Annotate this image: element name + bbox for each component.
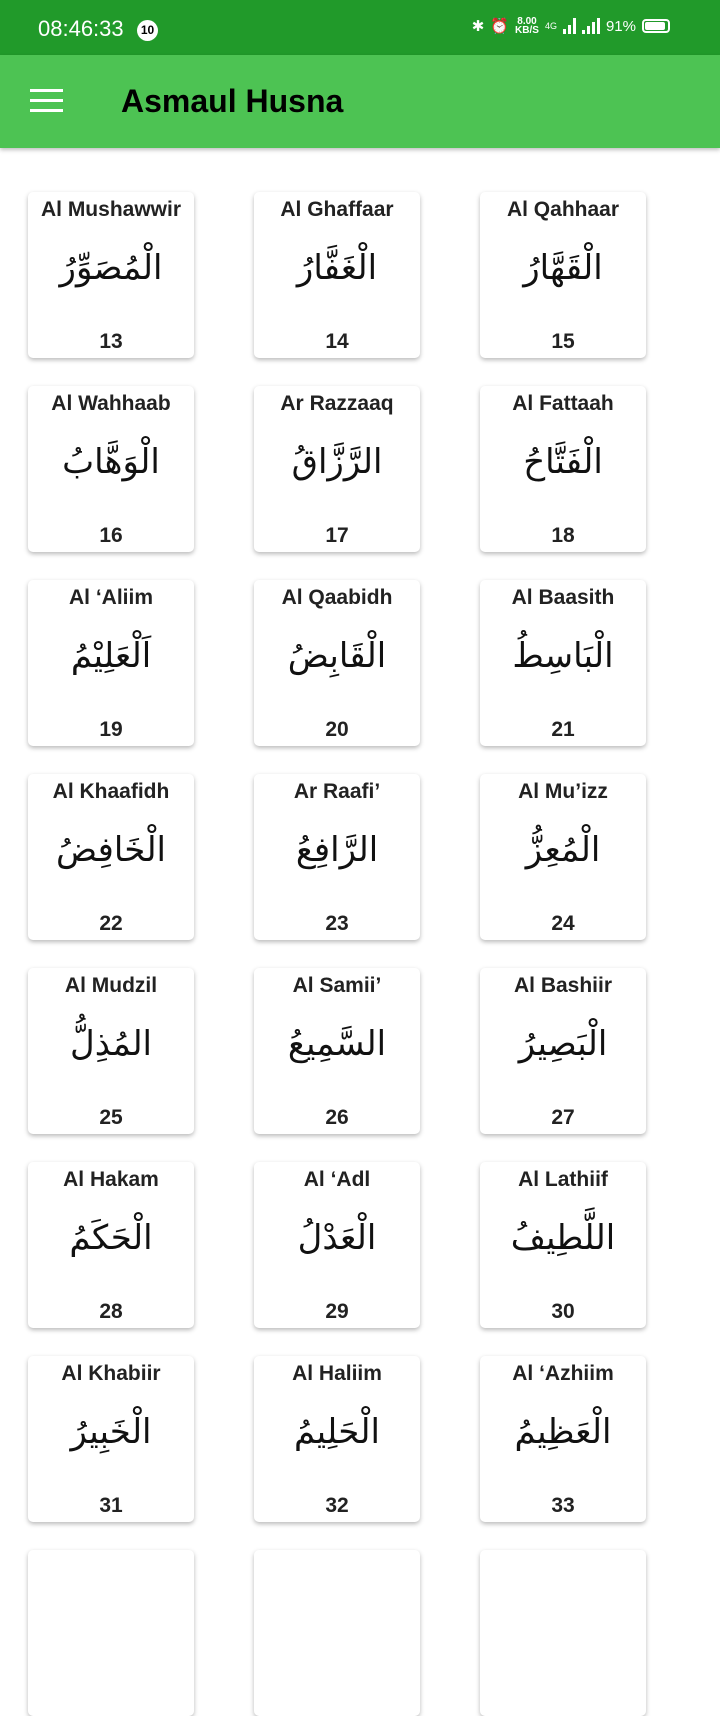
name-arabic: الْفَتَّاحُ xyxy=(523,442,603,482)
name-number: 33 xyxy=(551,1494,575,1517)
name-number: 14 xyxy=(325,330,349,353)
name-number: 26 xyxy=(325,1106,349,1129)
name-card-partial[interactable] xyxy=(480,1550,646,1716)
speed-unit: KB/S xyxy=(515,25,539,36)
name-card[interactable] xyxy=(480,580,646,746)
name-arabic: الْقَهَّارُ xyxy=(523,248,603,288)
network-type: 4G xyxy=(544,21,557,31)
name-arabic: الْوَهَّابُ xyxy=(62,442,160,482)
name-latin: Al Khabiir xyxy=(61,1362,161,1385)
name-card[interactable] xyxy=(254,968,420,1134)
name-number: 27 xyxy=(551,1106,575,1129)
name-card[interactable] xyxy=(28,386,194,552)
name-number: 31 xyxy=(99,1494,123,1517)
name-latin: Al Qaabidh xyxy=(281,586,393,609)
name-card[interactable] xyxy=(480,386,646,552)
alarm-icon: ⏰ xyxy=(490,18,510,35)
name-arabic: المُذِلُّ xyxy=(69,1024,152,1064)
name-arabic: الْعَدْلُ xyxy=(297,1218,377,1258)
name-arabic: الْقَابِضُ xyxy=(287,636,387,676)
name-latin: Ar Raafi’ xyxy=(293,780,381,803)
name-number: 28 xyxy=(99,1300,123,1323)
name-number: 29 xyxy=(325,1300,349,1323)
name-card[interactable] xyxy=(28,968,194,1134)
clock: 08:46:33 xyxy=(38,16,124,41)
name-card[interactable] xyxy=(480,1162,646,1328)
name-arabic: الْمُصَوِّرُ xyxy=(59,248,163,288)
name-card[interactable] xyxy=(254,774,420,940)
name-latin: Al Ghaffaar xyxy=(280,198,394,221)
name-arabic: اللَّطِيفُ xyxy=(510,1218,616,1258)
name-number: 16 xyxy=(99,524,123,547)
name-latin: Al ‘Azhiim xyxy=(512,1362,614,1385)
name-arabic: الْبَصِيرُ xyxy=(518,1024,608,1064)
name-number: 13 xyxy=(99,330,123,353)
name-arabic: الْحَكَمُ xyxy=(69,1218,153,1258)
name-arabic: الْخَافِضُ xyxy=(55,830,167,870)
name-number: 30 xyxy=(551,1300,575,1323)
name-latin: Al Mushawwir xyxy=(40,198,182,221)
name-card[interactable] xyxy=(254,1162,420,1328)
name-number: 19 xyxy=(99,718,123,741)
name-arabic: الْبَاسِطُ xyxy=(512,636,614,676)
name-card[interactable] xyxy=(28,192,194,358)
name-latin: Al Samii’ xyxy=(292,974,382,997)
name-arabic: الرَّافِعُ xyxy=(295,830,379,870)
name-arabic: الْغَفَّارُ xyxy=(296,248,378,288)
name-arabic: الْحَلِيمُ xyxy=(294,1412,380,1452)
name-number: 25 xyxy=(99,1106,123,1129)
name-arabic: اَلْعَلِيْمُ xyxy=(70,636,152,676)
name-card[interactable] xyxy=(480,968,646,1134)
name-number: 15 xyxy=(551,330,575,353)
name-number: 17 xyxy=(325,524,349,547)
name-card[interactable] xyxy=(254,1356,420,1522)
name-card[interactable] xyxy=(254,580,420,746)
name-arabic: الْعَظِيمُ xyxy=(514,1412,612,1452)
name-arabic: السَّمِيعُ xyxy=(287,1024,387,1064)
name-card[interactable] xyxy=(480,1356,646,1522)
name-card[interactable] xyxy=(480,192,646,358)
menu-icon[interactable] xyxy=(30,89,63,113)
name-latin: Al Lathiif xyxy=(518,1168,608,1191)
name-number: 18 xyxy=(551,524,575,547)
name-card[interactable] xyxy=(254,192,420,358)
page-title: Asmaul Husna xyxy=(121,83,344,119)
name-latin: Al Khaafidh xyxy=(52,780,170,803)
name-latin: Al Hakam xyxy=(63,1168,159,1191)
name-card-partial[interactable] xyxy=(254,1550,420,1716)
name-latin: Al ‘Aliim xyxy=(68,586,153,609)
name-number: 20 xyxy=(325,718,349,741)
name-latin: Al Wahhaab xyxy=(51,392,171,415)
name-card[interactable] xyxy=(28,1162,194,1328)
name-latin: Al Mudzil xyxy=(64,974,158,997)
name-latin: Ar Razzaaq xyxy=(280,392,394,415)
name-arabic: الْمُعِزُّ xyxy=(525,830,601,870)
name-latin: Al Baasith xyxy=(511,586,615,609)
name-arabic: الْخَبِيرُ xyxy=(70,1412,152,1452)
name-card[interactable] xyxy=(28,580,194,746)
name-card[interactable] xyxy=(254,386,420,552)
name-number: 32 xyxy=(325,1494,349,1517)
name-latin: Al Haliim xyxy=(292,1362,382,1385)
name-latin: Al Mu’izz xyxy=(518,780,608,803)
name-card[interactable] xyxy=(28,1356,194,1522)
name-number: 22 xyxy=(99,912,123,935)
bluetooth-icon: ✱ xyxy=(471,18,485,35)
name-arabic: الرَّزَّاقُ xyxy=(291,442,383,482)
notification-badge: 10 xyxy=(137,20,158,41)
name-latin: Al Fattaah xyxy=(512,392,614,415)
battery-percent: 91% xyxy=(605,17,636,35)
name-card[interactable] xyxy=(28,774,194,940)
name-latin: Al Bashiir xyxy=(513,974,613,997)
name-latin: Al ‘Adl xyxy=(303,1168,371,1191)
name-card[interactable] xyxy=(480,774,646,940)
name-number: 24 xyxy=(551,912,575,935)
name-latin: Al Qahhaar xyxy=(506,198,620,221)
name-number: 21 xyxy=(551,718,575,741)
app-bar xyxy=(0,55,720,148)
name-card-partial[interactable] xyxy=(28,1550,194,1716)
name-number: 23 xyxy=(325,912,349,935)
speed-value: 8.00 xyxy=(517,16,537,27)
